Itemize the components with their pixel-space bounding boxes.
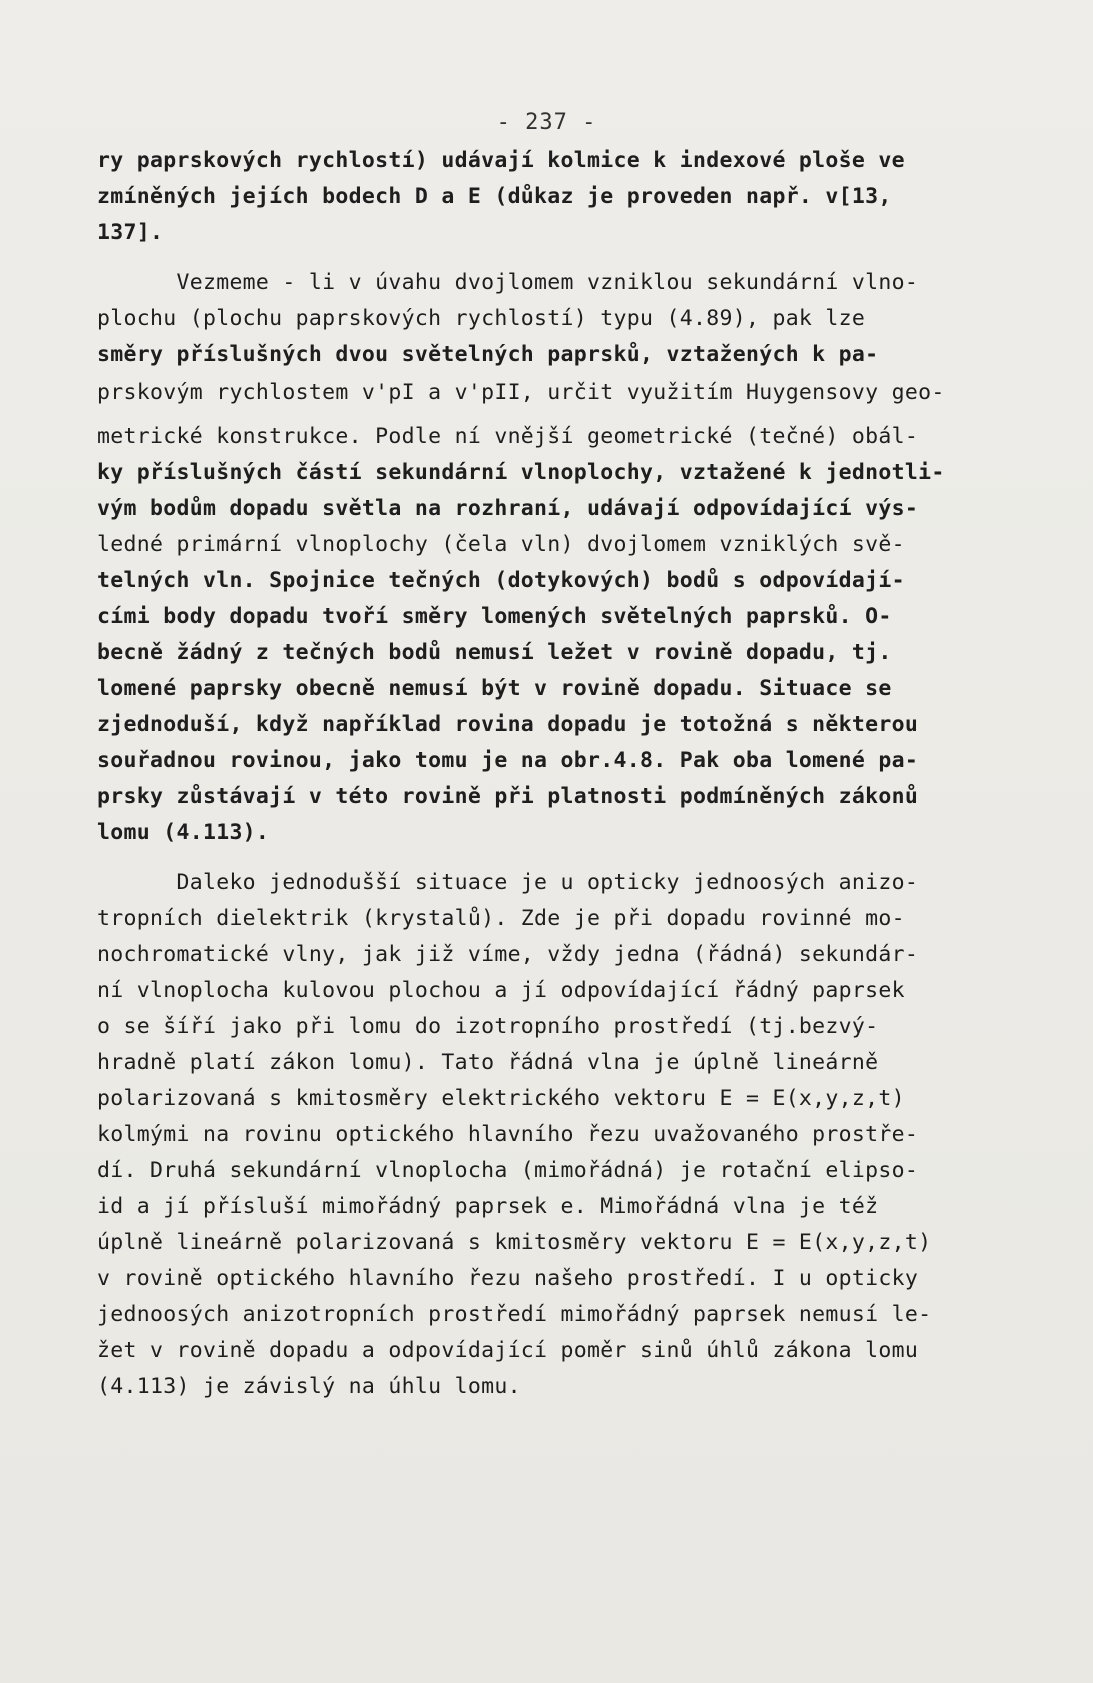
text-line: ledné primární vlnoplochy (čela vln) dvojlomem vzniklých svě- [97, 532, 905, 557]
text-line: žet v rovině dopadu a odpovídající poměr sinů úhlů zákona lomu [97, 1338, 919, 1363]
text-line: prskovým rychlostem v'pI a v'pII, určit využitím Huygensovy geo- [97, 380, 945, 405]
text-line: lomu (4.113). [97, 820, 270, 845]
text-line: lomené paprsky obecně nemusí být v rovině dopadu. Situace se [97, 676, 892, 701]
text-line: kolmými na rovinu optického hlavního řezu uvažovaného prostře- [97, 1122, 919, 1147]
text-line: hradně platí zákon lomu). Tato řádná vlna je úplně lineárně [97, 1050, 879, 1075]
text-line: zmíněných jejích bodech D a E (důkaz je proveden např. v[13, [97, 184, 892, 209]
text-line: prsky zůstávají v této rovině při platnosti podmíněných zákonů [97, 784, 919, 809]
text-line: id a jí přísluší mimořádný paprsek e. Mimořádná vlna je též [97, 1194, 879, 1219]
page-number: - 237 - [496, 110, 597, 135]
text-line: o se šíří jako při lomu do izotropního prostředí (tj.bezvý- [97, 1014, 879, 1039]
text-line: úplně lineárně polarizovaná s kmitosměry vektoru E = E(x,y,z,t) [97, 1230, 932, 1255]
text-line: zjednoduší, když například rovina dopadu je totožná s některou [97, 712, 919, 737]
text-line: jednoosých anizotropních prostředí mimořádný paprsek nemusí le- [97, 1302, 932, 1327]
text-line: Daleko jednodušší situace je u opticky jednoosých anizo- [97, 870, 919, 895]
text-line: ry paprskových rychlostí) udávají kolmice k indexové ploše ve [97, 148, 905, 173]
text-line: tropních dielektrik (krystalů). Zde je při dopadu rovinné mo- [97, 906, 905, 931]
text-line: v rovině optického hlavního řezu našeho prostředí. I u opticky [97, 1266, 919, 1291]
text-line: telných vln. Spojnice tečných (dotykových) bodů s odpovídají- [97, 568, 905, 593]
text-line: plochu (plochu paprskových rychlostí) typu (4.89), pak lze [97, 306, 866, 331]
text-line: Vezmeme - li v úvahu dvojlomem vzniklou sekundární vlno- [97, 270, 919, 295]
text-line: polarizovaná s kmitosměry elektrického vektoru E = E(x,y,z,t) [97, 1086, 905, 1111]
text-line: nochromatické vlny, jak již víme, vždy jedna (řádná) sekundár- [97, 942, 919, 967]
text-line: souřadnou rovinou, jako tomu je na obr.4.8. Pak oba lomené pa- [97, 748, 919, 773]
text-line: směry příslušných dvou světelných paprsků, vztažených k pa- [97, 342, 879, 367]
text-line: (4.113) je závislý na úhlu lomu. [97, 1374, 521, 1399]
text-line: 137]. [97, 220, 164, 245]
text-line: cími body dopadu tvoří směry lomených světelných paprsků. O- [97, 604, 892, 629]
text-line: vým bodům dopadu světla na rozhraní, udávají odpovídající výs- [97, 496, 919, 521]
text-line: ní vlnoplocha kulovou plochou a jí odpovídající řádný paprsek [97, 978, 905, 1003]
text-line: metrické konstrukce. Podle ní vnější geometrické (tečné) obál- [97, 424, 919, 449]
text-line: ky příslušných částí sekundární vlnoplochy, vztažené k jednotli- [97, 460, 945, 485]
text-line: becně žádný z tečných bodů nemusí ležet v rovině dopadu, tj. [97, 640, 892, 665]
text-line: dí. Druhá sekundární vlnoplocha (mimořádná) je rotační elipso- [97, 1158, 919, 1183]
